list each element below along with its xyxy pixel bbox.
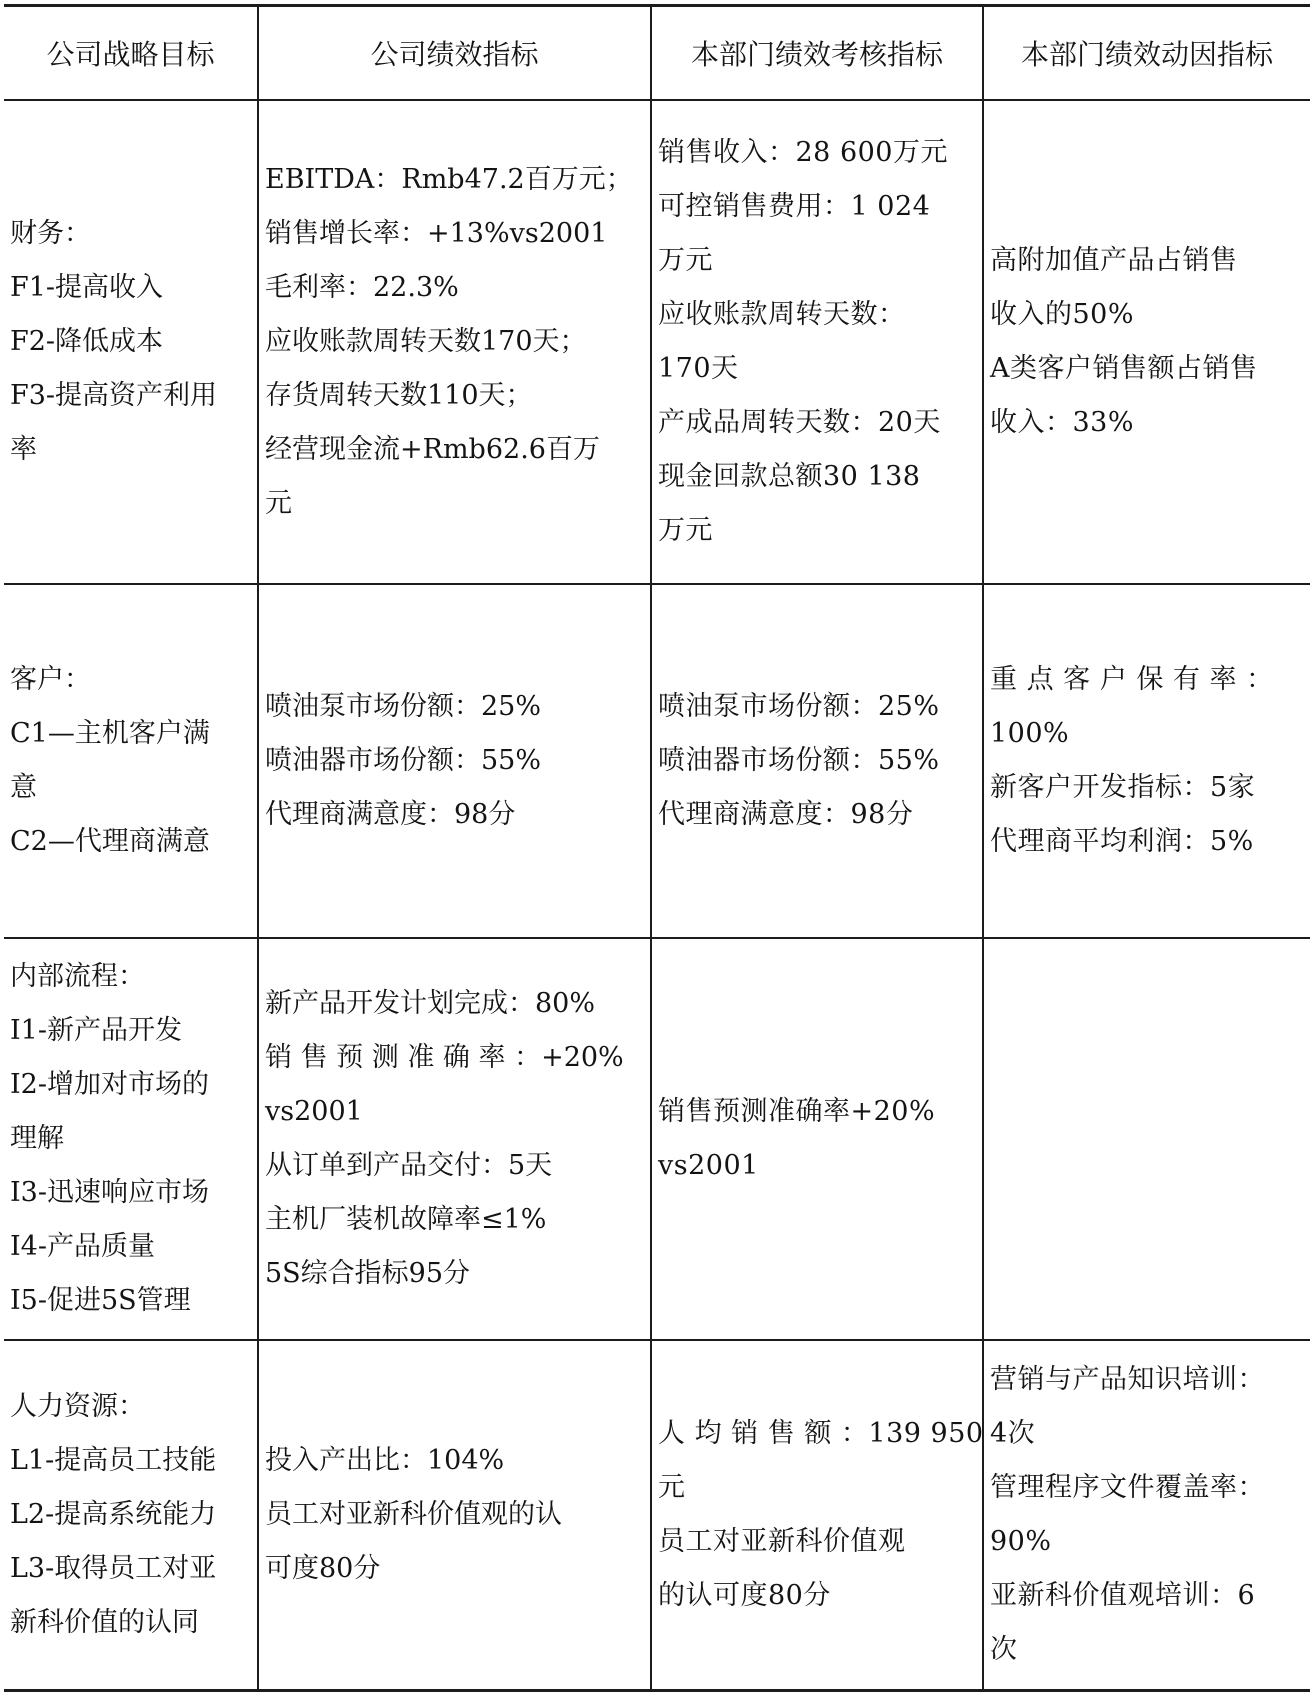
text-line: 主机厂装机故障率≤1% <box>265 1204 547 1235</box>
text-line: L1-提高员工技能 <box>10 1445 217 1476</box>
text-line: 次 <box>990 1634 1018 1665</box>
text-line: I5-促进5S管理 <box>10 1285 191 1316</box>
text-line: 元 <box>658 1472 686 1503</box>
text-line: 亚新科价值观培训：6 <box>990 1580 1256 1611</box>
table-row-internal-process <box>4 938 1310 1340</box>
header-dept-driver: 本部门绩效动因指标 <box>983 6 1310 101</box>
text-line: 应收账款周转天数170天； <box>265 326 587 357</box>
text-line: F1-提高收入 <box>10 272 164 303</box>
header-strategy: 公司战略目标 <box>4 6 258 101</box>
text-line: 员工对亚新科价值观 <box>658 1526 906 1557</box>
text-line: 管理程序文件覆盖率： <box>990 1472 1265 1503</box>
text-line: 应收账款周转天数： <box>658 299 906 330</box>
text-line: 意 <box>10 772 37 803</box>
text-line: 从订单到产品交付：5天 <box>265 1150 553 1181</box>
text-line: 4次 <box>990 1418 1036 1449</box>
text-line: 客户： <box>10 664 91 695</box>
table-row-human-resources <box>4 1340 1310 1691</box>
cell-strategy <box>4 938 258 1340</box>
header-company-kpi: 公司绩效指标 <box>258 6 651 101</box>
cell-dept-kpi <box>651 938 983 1340</box>
cell-company-kpi <box>258 100 651 584</box>
cell-dept-kpi <box>651 584 983 938</box>
text-line: 代理商平均利润：5% <box>990 826 1254 857</box>
cell-dept-kpi <box>651 100 983 584</box>
text-line: 可度80分 <box>265 1553 381 1584</box>
text-line: 财务： <box>10 218 91 249</box>
table-header-row <box>4 6 1310 101</box>
text-line: I1-新产品开发 <box>10 1015 182 1046</box>
text-line: vs2001 <box>658 1150 759 1181</box>
text-line: 可控销售费用：1 024 <box>658 191 931 222</box>
text-line: 收入：33% <box>990 407 1135 438</box>
text-line: 喷油器市场份额：55% <box>658 745 940 776</box>
text-line: I4-产品质量 <box>10 1231 155 1262</box>
cell-dept-driver <box>983 584 1310 938</box>
text-line: 现金回款总额30 138 <box>658 461 921 492</box>
text-line: 高附加值产品占销售 <box>990 245 1238 276</box>
text-line: 人力资源： <box>10 1391 145 1422</box>
text-line: 经营现金流+Rmb62.6百万 <box>265 434 600 465</box>
cell-dept-driver <box>983 100 1310 584</box>
cell-strategy <box>4 1340 258 1691</box>
text-line: I3-迅速响应市场 <box>10 1177 209 1208</box>
header-dept-kpi: 本部门绩效考核指标 <box>651 6 983 101</box>
text-line: 销售预测准确率+20% <box>658 1096 936 1127</box>
text-line: 重 点 客 户 保 有 率 ： <box>990 664 1274 695</box>
cell-strategy <box>4 100 258 584</box>
performance-indicator-table <box>4 4 1310 1692</box>
text-line: 喷油器市场份额：55% <box>265 745 542 776</box>
cell-company-kpi <box>258 1340 651 1691</box>
text-line: 喷油泵市场份额：25% <box>265 691 542 722</box>
text-line: 5S综合指标95分 <box>265 1258 471 1289</box>
text-line: L3-取得员工对亚 <box>10 1553 217 1584</box>
text-line: F3-提高资产利用 <box>10 380 218 411</box>
text-line: 万元 <box>658 515 713 546</box>
text-line: 营销与产品知识培训： <box>990 1364 1265 1395</box>
text-line: 万元 <box>658 245 713 276</box>
text-line: 170天 <box>658 353 739 384</box>
text-line: C1—主机客户满 <box>10 718 210 749</box>
text-line: vs2001 <box>265 1096 363 1127</box>
text-line: 100% <box>990 718 1070 749</box>
cell-dept-driver <box>983 1340 1310 1691</box>
text-line: L2-提高系统能力 <box>10 1499 217 1530</box>
text-line: 销售收入：28 600万元 <box>658 137 948 168</box>
text-line: 代理商满意度：98分 <box>658 799 914 830</box>
text-line: EBITDA：Rmb47.2百万元； <box>265 164 633 195</box>
text-line: 人 均 销 售 额 ：139 950 <box>658 1418 984 1449</box>
text-line: 投入产出比：104% <box>265 1445 505 1476</box>
text-line: 销 售 预 测 准 确 率 ：+20% <box>265 1042 624 1073</box>
cell-company-kpi <box>258 938 651 1340</box>
text-line: 元 <box>265 488 292 519</box>
text-line: 的认可度80分 <box>658 1580 831 1611</box>
text-line: 存货周转天数110天； <box>265 380 533 411</box>
text-line: 内部流程： <box>10 961 145 992</box>
document-page <box>4 4 1310 1690</box>
text-line: 毛利率：22.3% <box>265 272 459 303</box>
text-line: I2-增加对市场的 <box>10 1069 209 1100</box>
table-row-customer <box>4 584 1310 938</box>
text-line: C2—代理商满意 <box>10 826 210 857</box>
cell-company-kpi <box>258 584 651 938</box>
text-line: 喷油泵市场份额：25% <box>658 691 940 722</box>
text-line: 率 <box>10 434 37 465</box>
cell-strategy <box>4 584 258 938</box>
text-line: 代理商满意度：98分 <box>265 799 516 830</box>
text-line: 新科价值的认同 <box>10 1607 199 1638</box>
text-line: 新客户开发指标：5家 <box>990 772 1256 803</box>
cell-dept-driver <box>983 938 1310 1340</box>
text-line: 员工对亚新科价值观的认 <box>265 1499 562 1530</box>
table-row-finance <box>4 100 1310 584</box>
text-line: 理解 <box>10 1123 64 1154</box>
text-line: 收入的50% <box>990 299 1135 330</box>
text-line: 新产品开发计划完成：80% <box>265 988 596 1019</box>
cell-dept-kpi <box>651 1340 983 1691</box>
text-line: A类客户销售额占销售 <box>990 353 1258 384</box>
text-line: 90% <box>990 1526 1052 1557</box>
text-line: 产成品周转天数：20天 <box>658 407 941 438</box>
text-line: 销售增长率：+13%vs2001 <box>265 218 608 249</box>
text-line: F2-降低成本 <box>10 326 164 357</box>
